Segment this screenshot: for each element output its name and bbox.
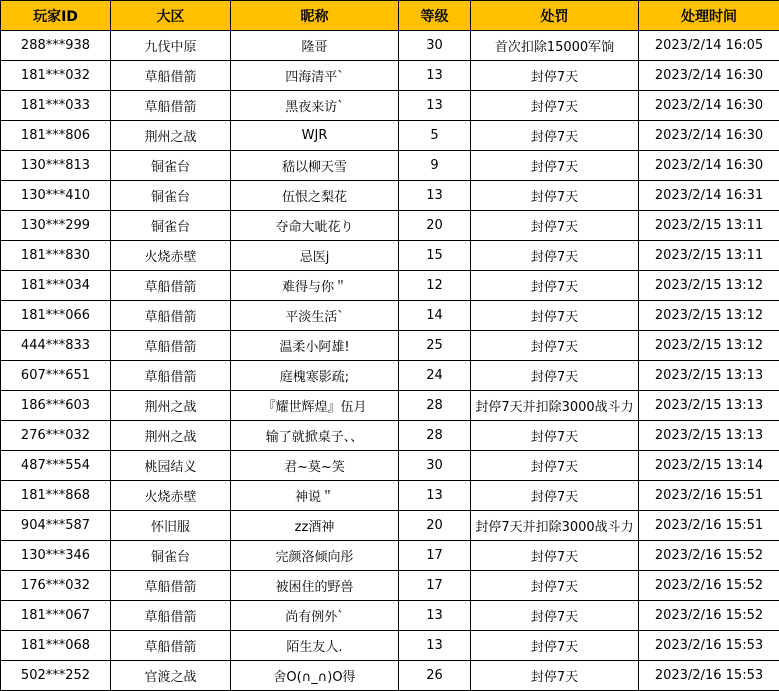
cell-level: 24 [399,361,471,391]
cell-player-id: 176***032 [1,571,111,601]
cell-nickname: 『耀世辉煌』伍月 [231,391,399,421]
cell-penalty: 封停7天 [471,541,639,571]
cell-penalty: 封停7天 [471,301,639,331]
cell-level: 30 [399,451,471,481]
cell-region: 草船借箭 [111,361,231,391]
table-row [1,331,779,361]
cell-penalty: 封停7天 [471,121,639,151]
cell-penalty: 封停7天 [471,361,639,391]
cell-penalty: 封停7天 [471,91,639,121]
table-row [1,361,779,391]
cell-player-id: 181***868 [1,481,111,511]
cell-player-id: 181***033 [1,91,111,121]
table-row [1,421,779,451]
cell-time: 2023/2/15 13:12 [639,301,779,331]
cell-player-id: 130***410 [1,181,111,211]
header-nickname: 昵称 [231,1,399,31]
table-row [1,661,779,691]
table-row [1,541,779,571]
cell-player-id: 181***068 [1,631,111,661]
cell-level: 26 [399,661,471,691]
cell-penalty: 封停7天 [471,481,639,511]
cell-level: 13 [399,601,471,631]
cell-region: 桃园结义 [111,451,231,481]
cell-level: 30 [399,31,471,61]
cell-time: 2023/2/16 15:53 [639,631,779,661]
cell-level: 28 [399,391,471,421]
cell-nickname: zz酒神 [231,511,399,541]
cell-player-id: 276***032 [1,421,111,451]
cell-penalty: 封停7天 [471,421,639,451]
table-body [1,31,779,691]
cell-nickname: 嵇以柳天雪 [231,151,399,181]
table-row [1,511,779,541]
cell-level: 28 [399,421,471,451]
table-row [1,631,779,661]
cell-level: 9 [399,151,471,181]
cell-penalty: 封停7天 [471,451,639,481]
header-level: 等级 [399,1,471,31]
cell-region: 草船借箭 [111,631,231,661]
cell-level: 15 [399,241,471,271]
cell-region: 火烧赤壁 [111,241,231,271]
cell-time: 2023/2/15 13:13 [639,421,779,451]
cell-nickname: 输了就掀桌子、、 [231,421,399,451]
cell-region: 草船借箭 [111,331,231,361]
cell-time: 2023/2/16 15:51 [639,511,779,541]
cell-penalty: 封停7天 [471,631,639,661]
cell-nickname: 伍恨之梨花 [231,181,399,211]
cell-nickname: 温柔小阿雄! [231,331,399,361]
cell-region: 草船借箭 [111,271,231,301]
cell-time: 2023/2/15 13:13 [639,391,779,421]
cell-player-id: 444***833 [1,331,111,361]
cell-player-id: 181***032 [1,61,111,91]
cell-region: 铜雀台 [111,541,231,571]
cell-level: 14 [399,301,471,331]
table-row [1,571,779,601]
cell-nickname: 平淡生活` [231,301,399,331]
cell-time: 2023/2/14 16:30 [639,61,779,91]
cell-region: 草船借箭 [111,91,231,121]
table-row [1,451,779,481]
cell-region: 铜雀台 [111,181,231,211]
cell-nickname: 舍O(∩_∩)O得 [231,661,399,691]
cell-level: 17 [399,541,471,571]
cell-region: 草船借箭 [111,601,231,631]
cell-time: 2023/2/14 16:30 [639,151,779,181]
cell-time: 2023/2/16 15:52 [639,571,779,601]
cell-penalty: 封停7天 [471,211,639,241]
cell-player-id: 130***813 [1,151,111,181]
cell-player-id: 904***587 [1,511,111,541]
cell-region: 官渡之战 [111,661,231,691]
cell-time: 2023/2/15 13:12 [639,271,779,301]
cell-time: 2023/2/14 16:05 [639,31,779,61]
cell-time: 2023/2/15 13:14 [639,451,779,481]
cell-level: 13 [399,481,471,511]
cell-penalty: 封停7天 [471,571,639,601]
header-player-id: 玩家ID [1,1,111,31]
cell-player-id: 607***651 [1,361,111,391]
cell-player-id: 181***066 [1,301,111,331]
table-row [1,481,779,511]
cell-level: 13 [399,631,471,661]
cell-nickname: 难得与你＂ [231,271,399,301]
cell-region: 草船借箭 [111,61,231,91]
cell-level: 12 [399,271,471,301]
table-row [1,601,779,631]
cell-time: 2023/2/14 16:31 [639,181,779,211]
cell-region: 荆州之战 [111,121,231,151]
cell-penalty: 封停7天 [471,271,639,301]
cell-player-id: 181***806 [1,121,111,151]
cell-region: 铜雀台 [111,151,231,181]
cell-level: 13 [399,181,471,211]
cell-time: 2023/2/16 15:53 [639,661,779,691]
cell-penalty: 封停7天 [471,601,639,631]
cell-penalty: 封停7天 [471,181,639,211]
cell-player-id: 130***299 [1,211,111,241]
cell-level: 5 [399,121,471,151]
cell-nickname: 忌医j [231,241,399,271]
cell-region: 九伐中原 [111,31,231,61]
table-row [1,391,779,421]
cell-level: 17 [399,571,471,601]
cell-time: 2023/2/15 13:13 [639,361,779,391]
table-row [1,61,779,91]
cell-nickname: 尚有例外` [231,601,399,631]
cell-player-id: 181***830 [1,241,111,271]
cell-player-id: 181***067 [1,601,111,631]
cell-penalty: 首次扣除15000军饷 [471,31,639,61]
table-row [1,151,779,181]
cell-time: 2023/2/16 15:52 [639,541,779,571]
cell-penalty: 封停7天 [471,331,639,361]
table-row [1,181,779,211]
cell-time: 2023/2/15 13:12 [639,331,779,361]
cell-region: 铜雀台 [111,211,231,241]
table-header [1,1,779,31]
header-region: 大区 [111,1,231,31]
table-row [1,91,779,121]
table-row [1,121,779,151]
cell-time: 2023/2/14 16:30 [639,121,779,151]
cell-nickname: 君~莫~笑 [231,451,399,481]
cell-level: 25 [399,331,471,361]
cell-level: 20 [399,211,471,241]
cell-nickname: 神说＂ [231,481,399,511]
table-row [1,301,779,331]
table-row [1,211,779,241]
cell-player-id: 502***252 [1,661,111,691]
cell-penalty: 封停7天 [471,241,639,271]
cell-nickname: 黑夜来访` [231,91,399,121]
table-row [1,271,779,301]
cell-region: 怀旧服 [111,511,231,541]
cell-player-id: 288***938 [1,31,111,61]
cell-time: 2023/2/16 15:52 [639,601,779,631]
cell-level: 13 [399,61,471,91]
cell-time: 2023/2/16 15:51 [639,481,779,511]
cell-nickname: 四海清平` [231,61,399,91]
cell-region: 草船借箭 [111,301,231,331]
cell-region: 火烧赤壁 [111,481,231,511]
cell-level: 13 [399,91,471,121]
header-time: 处理时间 [639,1,779,31]
cell-nickname: 被困住的野兽 [231,571,399,601]
cell-region: 荆州之战 [111,421,231,451]
cell-time: 2023/2/15 13:11 [639,241,779,271]
cell-nickname: WJR [231,121,399,151]
cell-penalty: 封停7天 [471,61,639,91]
cell-time: 2023/2/14 16:30 [639,91,779,121]
cell-region: 荆州之战 [111,391,231,421]
cell-penalty: 封停7天 [471,151,639,181]
header-penalty: 处罚 [471,1,639,31]
cell-nickname: 庭槐寒影疏; [231,361,399,391]
table-row [1,241,779,271]
cell-player-id: 186***603 [1,391,111,421]
cell-nickname: 夺命大呲花り [231,211,399,241]
header-row [1,1,779,31]
cell-region: 草船借箭 [111,571,231,601]
cell-player-id: 487***554 [1,451,111,481]
cell-nickname: 完颜洛倾向彤 [231,541,399,571]
cell-player-id: 181***034 [1,271,111,301]
cell-player-id: 130***346 [1,541,111,571]
cell-penalty: 封停7天并扣除3000战斗力 [471,511,639,541]
cell-level: 20 [399,511,471,541]
cell-penalty: 封停7天并扣除3000战斗力 [471,391,639,421]
cell-time: 2023/2/15 13:11 [639,211,779,241]
cell-nickname: 隆哥 [231,31,399,61]
cell-penalty: 封停7天 [471,661,639,691]
table-row [1,31,779,61]
cell-nickname: 陌生友人. [231,631,399,661]
